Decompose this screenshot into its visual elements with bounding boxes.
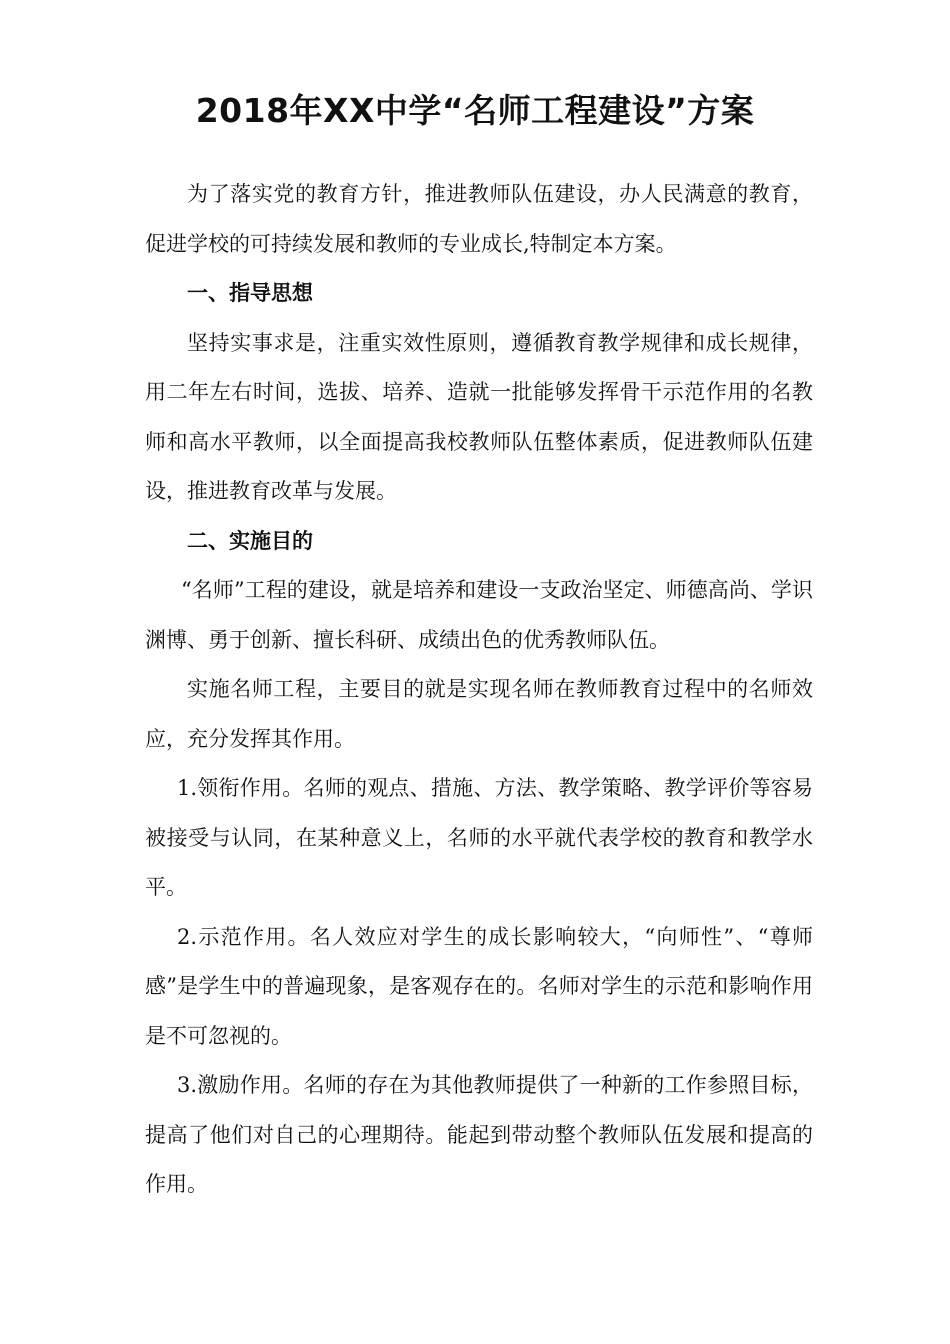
section-paragraph: 坚持实事求是，注重实效性原则，遵循教育教学规律和成长规律，用二年左右时间，选拔、培养、造就一批能够发挥骨干示范作用的名教师和高水平教师，以全面提高我校教师队伍整体素质，促进教师队伍建设，推进教育改革与发展。 [145,330,813,503]
numbered-item-incentive-role: 3.激励作用。名师的存在为其他教师提供了一种新的工作参照目标，提高了他们对自己的心理期待。能起到带动整个教师队伍发展和提高的作用。 [145,1073,813,1196]
document-title: 2018年XX中学“名师工程建设”方案 [195,91,755,130]
numbered-item-model-role: 2.示范作用。名人效应对学生的成长影响较大，“向师性”、“尊师感”是学生中的普遍现象，是客观存在的。名师对学生的示范和影响作用是不可忽视的。 [145,924,813,1048]
document-body [145,170,813,1210]
intro-paragraph: 为了落实党的教育方针，推进教师队伍建设，办人民满意的教育，促进学校的可持续发展和教师的专业成长,特制定本方案。 [145,182,813,256]
section-paragraph: “名师”工程的建设，就是培养和建设一支政治坚定、师德高尚、学识渊博、勇于创新、擅长科研、成绩出色的优秀教师队伍。 [145,578,813,652]
section-heading-implementation-purpose: 二、实施目的 [187,528,313,553]
section-heading-guiding-ideology: 一、指导思想 [187,281,313,305]
numbered-item-leading-role: 1.领衔作用。名师的观点、措施、方法、教学策略、教学评价等容易被接受与认同，在某种意义上，名师的水平就代表学校的教育和教学水平。 [145,776,813,899]
section-paragraph: 实施名师工程，主要目的就是实现名师在教师教育过程中的名师效应，充分发挥其作用。 [145,677,813,751]
